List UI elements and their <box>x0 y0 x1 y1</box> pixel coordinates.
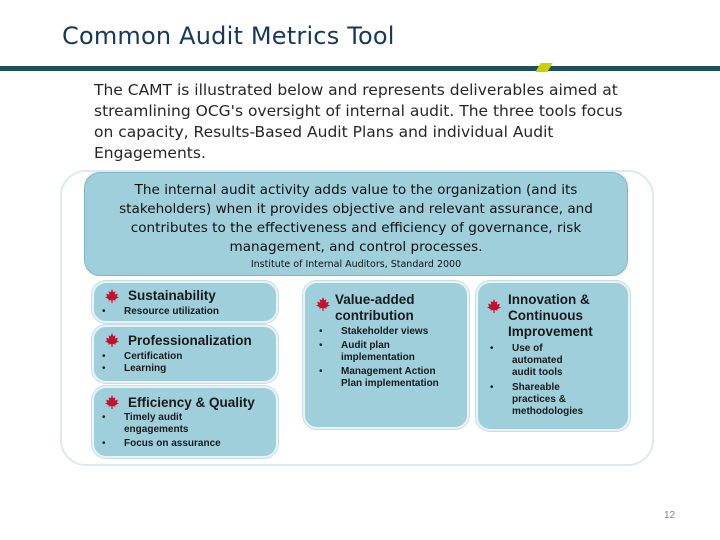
list-item: • Certification <box>102 351 183 362</box>
list-item: • Focus on assurance <box>102 438 221 449</box>
professionalization-box <box>92 325 278 383</box>
bullet-icon: • <box>102 351 106 362</box>
sustainability-list <box>102 306 272 318</box>
title-divider <box>0 66 720 71</box>
professionalization-list <box>102 351 272 375</box>
sustainability-box <box>92 281 278 323</box>
bullet-icon: • <box>319 366 323 377</box>
innovation-box <box>476 281 630 431</box>
list-item: • Audit plan implementation <box>319 340 415 363</box>
list-item: • Learning <box>102 363 167 374</box>
iia-quote-box <box>84 172 628 276</box>
maple-leaf-icon <box>104 289 120 303</box>
maple-leaf-icon <box>104 395 120 409</box>
list-item: • Resource utilization <box>102 306 220 317</box>
bullet-icon: • <box>319 326 323 337</box>
innovation-list <box>490 343 586 418</box>
value-added-box <box>303 281 469 429</box>
innovation-title: Innovation & Continuous Improvement <box>508 292 593 339</box>
bullet-icon: • <box>102 412 106 423</box>
value-added-list <box>319 326 459 390</box>
efficiency-quality-box <box>92 386 278 458</box>
list-item: • Use of automated audit tools <box>490 343 563 378</box>
efficiency-quality-title: Efficiency & Quality <box>128 395 255 410</box>
quote-text: The internal audit activity adds value to the organization (and its stakeholders) when it provides objective and relevant assurance, and contributes to the effectiveness and efficiency of governance, risk management, and control processes. <box>119 182 593 255</box>
list-item: • Management Action Plan implementation <box>319 366 439 389</box>
list-item: • Timely audit engagements <box>102 412 189 435</box>
sustainability-title: Sustainability <box>128 288 216 303</box>
slide-title: Common Audit Metrics Tool <box>62 22 395 50</box>
maple-leaf-icon <box>486 299 502 313</box>
page-number: 12 <box>664 510 676 521</box>
value-added-title: Value-added contribution <box>335 292 415 323</box>
list-item: • Stakeholder views <box>319 326 429 337</box>
efficiency-quality-list <box>102 412 242 450</box>
maple-leaf-icon <box>104 333 120 347</box>
bullet-icon: • <box>490 382 494 393</box>
quote-source: Institute of Internal Auditors, Standard 2000 <box>250 259 462 270</box>
bullet-icon: • <box>490 343 494 354</box>
professionalization-title: Professionalization <box>128 333 252 348</box>
bullet-icon: • <box>102 306 106 317</box>
maple-leaf-icon <box>315 297 331 311</box>
bullet-icon: • <box>102 438 106 449</box>
bullet-icon: • <box>102 363 106 374</box>
list-item: • Shareable practices & methodologies <box>490 382 584 417</box>
intro-paragraph: The CAMT is illustrated below and represents deliverables aimed at streamlining OCG's oversight of internal audit. The three tools focus on capacity, Results-Based Audit Plans and individual Audit Engagements. <box>94 81 623 162</box>
bullet-icon: • <box>319 340 323 351</box>
